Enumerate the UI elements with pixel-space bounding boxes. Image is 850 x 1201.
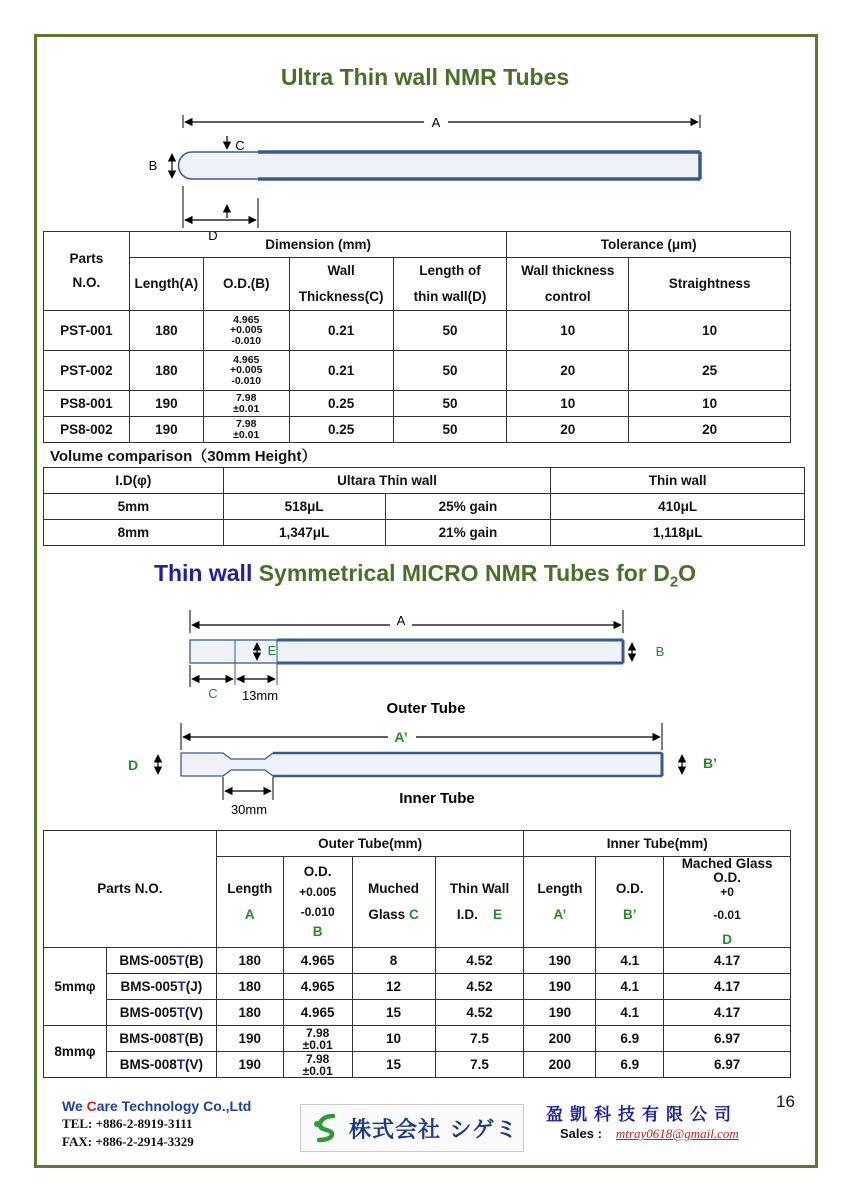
table-row [44,494,805,520]
company-name: We Care Technology Co.,Ltd [62,1098,252,1114]
inner-length-value: 200 [524,1052,596,1078]
table-row [44,1026,791,1052]
od-value: 7.98 ±0.01 [283,1026,352,1052]
thin-volume: 1,118μL [551,520,805,546]
tel: TEL: +886-2-8919-3111 [62,1116,193,1131]
ultra-thin-tube-diagram [140,108,720,243]
header-outer-tube: Outer Tube(mm) [216,831,524,857]
label-c: C [235,138,245,153]
thin-wall-value: 4.52 [435,948,524,974]
label-outer-tube: Outer Tube [386,700,466,717]
matched-value: 4.17 [664,948,791,974]
length-value: 180 [129,351,203,391]
header-dimension: Dimension (mm) [129,232,507,258]
ultra-volume: 1,347μL [223,520,385,546]
header-wall-control: Wall thickness control [507,258,629,311]
ultra-thin-spec-table [43,231,791,443]
label-13mm: 13mm [241,688,279,703]
matched-value: 4.17 [664,1000,791,1026]
length-value: 180 [216,948,283,974]
label-e: E [267,643,277,658]
wall-control-value: 20 [507,351,629,391]
inner-length-value: 190 [524,948,596,974]
od-value: 4.965 [283,974,352,1000]
glass-value: 8 [352,948,435,974]
header-thin-wall: Thin Wall I.D. E [435,857,524,948]
glass-value: 15 [352,1000,435,1026]
table-row [44,1000,791,1026]
header-id: I.D(φ) [44,468,224,494]
header-inner-od: O.D. B’ [596,857,664,948]
group-8mm: 8mmφ [44,1026,107,1078]
label-inner-tube: Inner Tube [399,790,475,807]
table-row [44,391,791,417]
thin-volume: 410μL [551,494,805,520]
shigemi-logo-icon [311,1113,341,1143]
matched-value: 4.17 [664,974,791,1000]
outer-tube-outline [190,640,623,663]
inner-tube-outline [181,753,662,776]
id-value: 5mm [44,494,224,520]
part-number: BMS-005T(J) [106,974,216,1000]
shigemi-logo: 株式会社 シゲミ [300,1104,524,1152]
inner-length-value: 200 [524,1026,596,1052]
inner-od-value: 4.1 [596,974,664,1000]
table-row [44,311,791,351]
header-tolerance: Tolerance (μm) [507,232,791,258]
wall-control-value: 10 [507,391,629,417]
straightness-value: 25 [629,351,791,391]
header-parts: Parts N.O. [44,232,130,311]
length-value: 190 [129,391,203,417]
company-info [62,1098,251,1150]
id-value: 8mm [44,520,224,546]
inner-od-value: 6.9 [596,1052,664,1078]
label-a: A [396,613,406,628]
label-b: B [148,158,158,173]
part-number: BMS-005T(V) [106,1000,216,1026]
straightness-value: 10 [629,311,791,351]
label-b-prime: B’ [703,755,717,771]
glass-value: 12 [352,974,435,1000]
header-parts: Parts N.O. [44,831,217,948]
title-micro-nmr: Thin wall Symmetrical MICRO NMR Tubes for $D_2O$ [153,560,697,591]
inner-od-value: 4.1 [596,1000,664,1026]
wall-control-value: 10 [507,311,629,351]
table-row [44,520,805,546]
label-30mm: 30mm [230,802,268,817]
gain-value: 25% gain [385,494,551,520]
wall-value: 0.25 [289,417,393,443]
table-row [44,1052,791,1078]
length-value: 180 [129,311,203,351]
page-number: 16 [776,1092,795,1111]
table-row [44,948,791,974]
part-number: BMS-008T(B) [106,1026,216,1052]
wall-control-value: 20 [507,417,629,443]
od-value: 7.98 ±0.01 [203,391,289,417]
sales-contact: Sales : mtray0618@gmail.com [560,1126,739,1141]
header-inner-length: Length A’ [524,857,596,948]
inner-length-value: 190 [524,1000,596,1026]
header-matched: Mached Glass O.D. +0 -0.01 D [664,857,791,948]
header-thin-length: Length of thin wall(D) [393,258,507,311]
part-number: PS8-002 [44,417,130,443]
thin-value: 50 [393,311,507,351]
length-value: 190 [129,417,203,443]
table-row [44,351,791,391]
wall-value: 0.21 [289,311,393,351]
table-row [44,974,791,1000]
volume-comparison-table [43,467,805,546]
part-number: PS8-001 [44,391,130,417]
label-a-prime: A’ [394,729,408,745]
length-value: 190 [216,1052,283,1078]
group-5mm: 5mmφ [44,948,107,1026]
micro-nmr-tube-diagram [120,605,717,825]
part-number: PST-001 [44,311,130,351]
label-d: D [208,228,218,243]
micro-nmr-spec-table [43,830,791,1078]
header-od: O.D. +0.005 -0.010 B [283,857,352,948]
part-number: BMS-008T(V) [106,1052,216,1078]
part-number: PST-002 [44,351,130,391]
length-value: 180 [216,974,283,1000]
thin-value: 50 [393,391,507,417]
label-b: B [655,644,665,659]
header-inner-tube: Inner Tube(mm) [524,831,791,857]
inner-length-value: 190 [524,974,596,1000]
label-a: A [431,115,441,130]
straightness-value: 20 [629,417,791,443]
inner-od-value: 6.9 [596,1026,664,1052]
gain-value: 21% gain [385,520,551,546]
inner-od-value: 4.1 [596,948,664,974]
header-ultra-thin: Ultara Thin wall [223,468,551,494]
chinese-company-name: 盈凱科技有限公司 [546,1105,738,1125]
thin-wall-value: 7.5 [435,1052,524,1078]
header-od: O.D.(B) [203,258,289,311]
wall-value: 0.25 [289,391,393,417]
header-straightness: Straightness [629,258,791,311]
tube-outline [179,152,701,179]
volume-comparison-title: Volume comparison（30mm Height） [50,448,317,465]
od-value: 4.965 [283,948,352,974]
thin-value: 50 [393,417,507,443]
length-value: 190 [216,1026,283,1052]
label-d: D [127,757,139,773]
thin-value: 50 [393,351,507,391]
header-length: Length A [216,857,283,948]
glass-value: 15 [352,1052,435,1078]
matched-value: 6.97 [664,1026,791,1052]
thin-wall-value: 4.52 [435,974,524,1000]
wall-value: 0.21 [289,351,393,391]
od-value: 4.965 +0.005 -0.010 [203,311,289,351]
matched-value: 6.97 [664,1052,791,1078]
header-wall: Wall Thickness(C) [289,258,393,311]
header-length: Length(A) [129,258,203,311]
header-thin: Thin wall [551,468,805,494]
title-ultra-thin: Ultra Thin wall NMR Tubes [280,64,570,90]
length-value: 180 [216,1000,283,1026]
label-c: C [208,686,218,701]
ultra-volume: 518μL [223,494,385,520]
part-number: BMS-005T(B) [106,948,216,974]
sales-email-link[interactable]: mtray0618@gmail.com [615,1126,739,1141]
table-row [44,417,791,443]
od-value: 4.965 [283,1000,352,1026]
thin-wall-value: 7.5 [435,1026,524,1052]
thin-wall-value: 4.52 [435,1000,524,1026]
straightness-value: 10 [629,391,791,417]
od-value: 4.965 +0.005 -0.010 [203,351,289,391]
header-glass: Muched Glass C [352,857,435,948]
od-value: 7.98 ±0.01 [203,417,289,443]
glass-value: 10 [352,1026,435,1052]
fax: FAX: +886-2-2914-3329 [62,1134,194,1149]
od-value: 7.98 ±0.01 [283,1052,352,1078]
